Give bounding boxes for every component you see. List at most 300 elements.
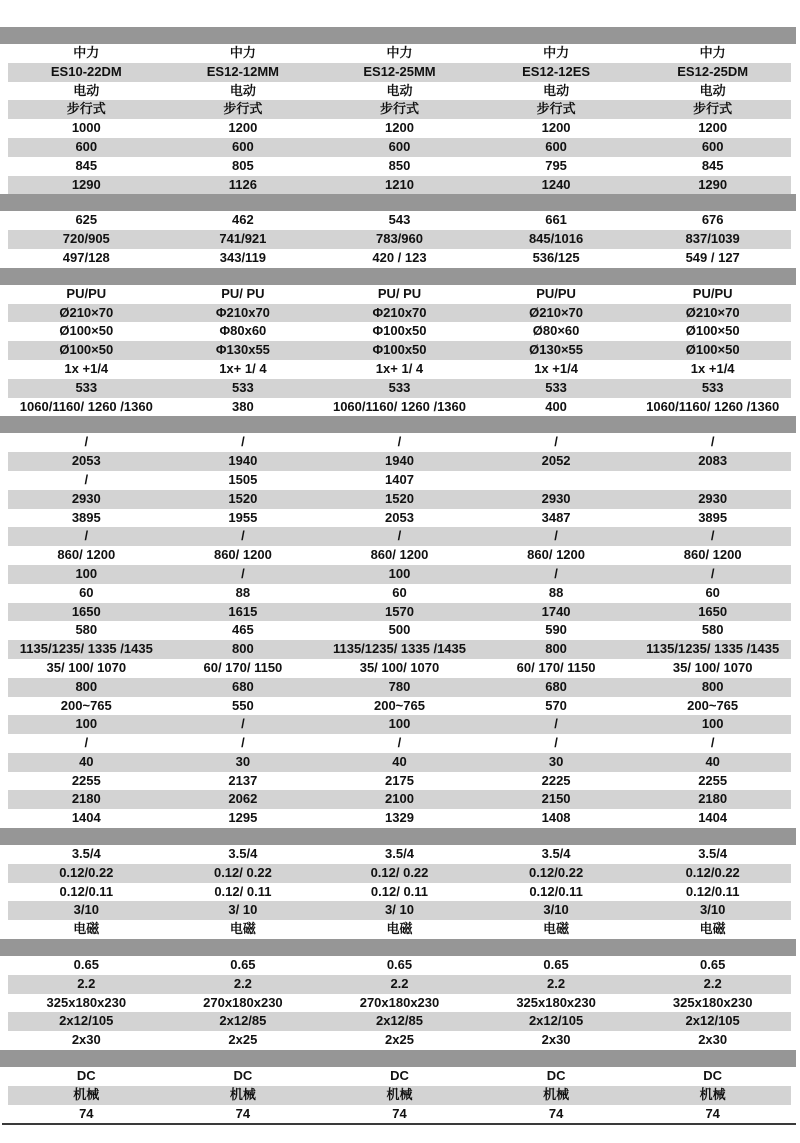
table-cell: 0.65 <box>230 957 256 973</box>
table-cell: 800 <box>701 678 724 694</box>
top-margin <box>0 0 800 27</box>
table-cell: 800 <box>545 641 567 657</box>
table-cell: 676 <box>701 212 724 228</box>
table-cell: / <box>241 565 245 581</box>
table-row <box>8 956 791 975</box>
table-cell: 1x +1/4 <box>690 360 735 376</box>
table-row <box>8 1067 791 1086</box>
table-cell: Ø100×50 <box>685 323 740 339</box>
table-cell: DC <box>546 1068 566 1084</box>
table-cell: 电磁 <box>229 921 256 937</box>
table-cell: 380 <box>232 398 254 414</box>
table-cell: 2.2 <box>233 975 252 991</box>
table-row <box>8 975 791 994</box>
table-cell: 1505 <box>228 471 258 487</box>
table-row <box>8 138 791 157</box>
table-cell: 中力 <box>73 45 100 60</box>
table-cell: 1940 <box>385 453 414 469</box>
table-cell: 电磁 <box>699 921 726 937</box>
table-cell: 860/ 1200 <box>527 547 585 563</box>
table-cell: 电动 <box>386 82 413 98</box>
table-cell: 1x+ 1/ 4 <box>375 360 424 376</box>
table-row <box>8 1086 791 1105</box>
table-row <box>8 452 791 471</box>
table-cell: 2053 <box>71 453 101 469</box>
table-cell: / <box>710 434 715 450</box>
table-cell: PU/ PU <box>221 285 265 301</box>
table-cell: 845/1016 <box>528 231 584 247</box>
table-cell: 3.5/4 <box>71 846 101 862</box>
table-cell: PU/ PU <box>377 285 422 301</box>
table-cell: 1404 <box>698 810 728 826</box>
table-cell: / <box>710 528 715 544</box>
table-row <box>8 697 791 716</box>
table-cell: 0.12/0.22 <box>528 864 584 880</box>
table-cell: 680 <box>545 678 567 694</box>
table-cell: 1135/1235/ 1335 /1435 <box>646 641 780 657</box>
table-row <box>8 753 791 772</box>
table-cell: Ø100×50 <box>59 323 114 339</box>
table-cell: 600 <box>388 138 411 154</box>
table-cell: 30 <box>235 753 251 769</box>
table-cell: 3895 <box>698 509 728 525</box>
table-cell: 2.2 <box>703 975 722 991</box>
table-cell: 中力 <box>543 45 570 60</box>
table-cell: 1135/1235/ 1335 /1435 <box>19 641 153 657</box>
table-cell: 0.65 <box>386 957 413 973</box>
table-cell: 1650 <box>698 603 728 619</box>
table-cell: 1520 <box>385 490 414 506</box>
table-cell: 500 <box>388 622 411 638</box>
table-cell: 1135/1235/ 1335 /1435 <box>332 641 466 657</box>
table-cell: 74 <box>705 1105 720 1121</box>
table-row <box>8 621 791 640</box>
table-cell: 200~765 <box>373 697 425 713</box>
table-cell: 电动 <box>229 82 256 98</box>
table-cell: ES12-12ES <box>522 63 591 79</box>
table-cell: / <box>241 735 245 751</box>
table-cell: 中力 <box>386 45 413 60</box>
table-cell: 60/ 170/ 1150 <box>203 659 283 675</box>
table-cell: 60 <box>79 584 94 600</box>
table-cell: 2150 <box>541 791 571 807</box>
table-cell: 1615 <box>228 603 258 619</box>
table-cell: Ø130×55 <box>529 342 583 358</box>
table-row <box>8 603 791 622</box>
table-cell: 3.5/4 <box>541 846 571 862</box>
table-cell: 0.12/0.22 <box>59 864 114 880</box>
table-cell: 325x180x230 <box>516 994 596 1010</box>
table-cell: 100 <box>388 716 411 732</box>
table-cell: 325x180x230 <box>672 994 753 1010</box>
table-cell: 0.12/0.11 <box>59 883 114 899</box>
table-cell: 270x180x230 <box>359 994 440 1010</box>
table-cell: Φ100x50 <box>372 342 427 358</box>
table-cell: 3/ 10 <box>228 902 258 918</box>
table-cell: 533 <box>701 379 724 395</box>
table-cell: 步行式 <box>66 101 106 117</box>
table-cell: 1200 <box>385 120 414 136</box>
table-cell: 3/10 <box>73 902 99 918</box>
table-cell: PU/PU <box>692 285 733 301</box>
table-cell: DC <box>233 1068 253 1084</box>
table-cell: / <box>397 528 402 544</box>
table-cell: 40 <box>79 753 94 769</box>
table-cell: 1404 <box>71 810 101 826</box>
table-cell: 1408 <box>541 810 571 826</box>
table-cell: 0.12/ 0.11 <box>214 883 272 899</box>
table-cell: 325x180x230 <box>46 994 127 1010</box>
table-row <box>8 584 791 603</box>
table-cell: 600 <box>75 138 98 154</box>
table-cell: 2.2 <box>77 975 96 991</box>
table-cell: 100 <box>75 716 98 732</box>
table-cell: 1126 <box>228 176 257 192</box>
table-cell: 2x12/85 <box>219 1013 267 1029</box>
table-cell: 0.12/0.11 <box>685 883 740 899</box>
table-cell: 88 <box>235 584 251 600</box>
section-divider-band <box>0 828 796 845</box>
spec-table <box>0 27 800 1123</box>
table-cell: 860/ 1200 <box>683 547 742 563</box>
table-cell: 2x12/105 <box>685 1013 740 1029</box>
table-cell: / <box>241 434 245 450</box>
table-cell: / <box>397 735 402 751</box>
table-cell: / <box>241 716 245 732</box>
table-cell: / <box>554 528 558 544</box>
table-cell: 机械 <box>699 1086 726 1102</box>
table-cell: 850 <box>388 157 411 173</box>
section-divider-band <box>0 194 796 211</box>
table-cell: 步行式 <box>379 101 419 117</box>
table-cell: 35/ 100/ 1070 <box>672 659 753 675</box>
table-cell: / <box>554 735 558 751</box>
table-cell: 3.5/4 <box>385 846 414 862</box>
table-cell: 795 <box>545 157 567 173</box>
table-cell: Ø210×70 <box>59 304 114 320</box>
table-cell: 2180 <box>71 791 101 807</box>
table-row <box>8 304 791 323</box>
table-cell: Φ130x55 <box>215 342 270 358</box>
table-cell: 1060/1160/ 1260 /1360 <box>332 398 466 414</box>
table-row <box>8 322 791 341</box>
table-cell: 0.65 <box>700 957 726 973</box>
table-cell: 580 <box>701 622 724 638</box>
table-cell: 600 <box>701 138 724 154</box>
table-cell: 1200 <box>698 120 728 136</box>
table-row <box>8 509 791 528</box>
table-row <box>8 398 791 417</box>
table-cell: 2062 <box>228 791 258 807</box>
table-cell: 2100 <box>385 791 414 807</box>
table-cell: / <box>710 735 715 751</box>
table-cell: 35/ 100/ 1070 <box>359 659 440 675</box>
table-cell: 860/ 1200 <box>57 547 116 563</box>
table-cell: 1060/1160/ 1260 /1360 <box>19 398 153 414</box>
table-cell: 电动 <box>73 82 100 98</box>
table-cell: 机械 <box>73 1086 100 1102</box>
table-cell: 845 <box>701 157 724 173</box>
table-row <box>8 790 791 809</box>
table-cell: ES12-25MM <box>363 63 436 79</box>
table-cell: 中力 <box>699 45 726 60</box>
table-cell: 0.12/0.22 <box>685 864 740 880</box>
table-cell: 800 <box>75 678 98 694</box>
table-row <box>8 176 791 195</box>
table-cell: 780 <box>388 678 411 694</box>
table-cell: ES12-25DM <box>677 63 749 79</box>
table-cell: 720/905 <box>62 231 110 247</box>
table-cell: 88 <box>548 584 564 600</box>
table-cell: 0.12/0.11 <box>529 883 583 899</box>
table-cell: 60 <box>705 584 720 600</box>
table-cell: 860/ 1200 <box>370 547 429 563</box>
table-cell: 1740 <box>541 603 571 619</box>
table-row <box>8 471 791 490</box>
table-row <box>8 715 791 734</box>
table-cell: 1x +1/4 <box>534 360 578 376</box>
section-divider-band <box>0 27 796 44</box>
table-cell: 40 <box>392 753 407 769</box>
table-cell: Ø100×50 <box>685 342 740 358</box>
table-cell: 0.12/ 0.22 <box>213 864 272 880</box>
table-cell: / <box>84 735 89 751</box>
table-cell: 中力 <box>229 45 256 60</box>
table-cell: 2180 <box>698 791 728 807</box>
table-cell: 74 <box>79 1105 94 1121</box>
table-cell: 60 <box>392 584 407 600</box>
table-cell: / <box>397 434 402 450</box>
table-cell: 533 <box>75 379 98 395</box>
table-cell: 1407 <box>385 471 414 487</box>
table-cell: / <box>710 565 715 581</box>
table-row <box>8 119 791 138</box>
table-cell: 2.2 <box>547 975 566 991</box>
table-cell: 549 / 127 <box>685 249 740 265</box>
table-cell: DC <box>390 1068 409 1084</box>
table-cell: Φ210x70 <box>215 304 270 320</box>
table-cell: Φ210x70 <box>372 304 427 320</box>
table-cell: 2x25 <box>385 1032 414 1048</box>
table-row <box>8 678 791 697</box>
table-cell: 550 <box>232 697 254 713</box>
table-row <box>8 230 791 249</box>
table-cell: 电磁 <box>73 921 100 937</box>
table-cell: 1200 <box>541 120 571 136</box>
table-cell: ES12-12MM <box>206 63 280 79</box>
table-cell: 570 <box>545 697 567 713</box>
table-row <box>8 100 791 119</box>
table-cell: 2053 <box>385 509 414 525</box>
table-cell: 机械 <box>543 1086 570 1102</box>
table-cell: Ø210×70 <box>685 304 740 320</box>
table-cell: DC <box>703 1068 723 1084</box>
table-cell: / <box>554 434 558 450</box>
table-cell: 1329 <box>385 810 414 826</box>
table-cell: DC <box>76 1068 96 1084</box>
table-row <box>8 640 791 659</box>
table-cell: 400 <box>545 398 567 414</box>
table-cell: 机械 <box>386 1086 413 1102</box>
table-cell: 步行式 <box>223 101 263 117</box>
table-cell: 电磁 <box>386 921 413 937</box>
table-cell: 625 <box>75 212 98 228</box>
table-cell: 462 <box>232 212 254 228</box>
table-cell: 1x+ 1/ 4 <box>219 360 267 376</box>
table-row <box>8 845 791 864</box>
table-row <box>8 433 791 452</box>
table-cell: ES10-22DM <box>50 63 122 79</box>
table-cell: 2x25 <box>228 1032 258 1048</box>
table-cell: 3/ 10 <box>385 902 414 918</box>
table-cell: 1290 <box>71 176 101 192</box>
table-cell: 1240 <box>541 176 571 192</box>
table-cell: 1295 <box>228 810 258 826</box>
table-cell: 2930 <box>71 490 101 506</box>
table-cell: 40 <box>705 753 720 769</box>
table-cell: 536/125 <box>532 249 580 265</box>
table-cell: 543 <box>388 212 411 228</box>
table-cell: 35/ 100/ 1070 <box>46 659 127 675</box>
table-cell: 74 <box>392 1105 407 1121</box>
table-cell: 2x12/85 <box>375 1013 423 1029</box>
table-cell: 2x30 <box>71 1032 101 1048</box>
table-cell: 电磁 <box>543 921 570 937</box>
table-cell: 805 <box>232 157 254 173</box>
table-cell: Φ80x60 <box>219 323 267 339</box>
table-row <box>8 211 791 230</box>
table-row <box>8 565 791 584</box>
table-cell: 497/128 <box>62 249 110 265</box>
table-cell: / <box>241 528 245 544</box>
table-cell: 1060/1160/ 1260 /1360 <box>646 398 780 414</box>
table-cell: 步行式 <box>536 101 576 117</box>
table-cell: 1000 <box>71 120 101 136</box>
table-cell: 0.65 <box>73 957 99 973</box>
table-cell: 2255 <box>71 772 101 788</box>
table-cell: 3895 <box>71 509 101 525</box>
table-cell: 0.12/ 0.11 <box>370 883 429 899</box>
table-cell: 2137 <box>228 772 258 788</box>
table-cell: 200~765 <box>687 697 739 713</box>
table-row <box>8 490 791 509</box>
table-cell: 845 <box>75 157 98 173</box>
table-row <box>8 63 791 82</box>
table-row <box>8 546 791 565</box>
table-cell: 机械 <box>229 1086 256 1102</box>
table-cell: / <box>84 528 89 544</box>
table-row <box>8 1031 791 1050</box>
table-row <box>8 1105 791 1124</box>
table-cell: 1x +1/4 <box>64 360 109 376</box>
table-cell: 533 <box>545 379 567 395</box>
table-cell: 100 <box>75 565 98 581</box>
table-row <box>8 249 791 268</box>
section-divider-band <box>0 268 796 285</box>
table-cell: 60/ 170/ 1150 <box>516 659 596 675</box>
table-cell: 2052 <box>541 453 571 469</box>
table-cell: 2255 <box>698 772 728 788</box>
table-cell: 533 <box>388 379 411 395</box>
table-cell: / <box>84 434 89 450</box>
table-cell: 100 <box>701 716 724 732</box>
table-row <box>8 360 791 379</box>
table-row <box>8 920 791 939</box>
table-cell: 533 <box>232 379 254 395</box>
table-cell: 电动 <box>699 82 726 98</box>
table-cell: 580 <box>75 622 98 638</box>
table-cell: 步行式 <box>693 101 733 117</box>
table-cell: 1940 <box>228 453 258 469</box>
table-cell: 30 <box>548 753 564 769</box>
table-cell: / <box>554 565 558 581</box>
table-cell: 1290 <box>698 176 728 192</box>
table-row <box>8 734 791 753</box>
table-row <box>8 864 791 883</box>
table-cell: 0.12/ 0.22 <box>370 864 429 880</box>
table-cell: 电动 <box>543 82 570 98</box>
table-row <box>8 901 791 920</box>
table-row <box>8 659 791 678</box>
table-cell: 860/ 1200 <box>213 547 272 563</box>
table-cell: Ø210×70 <box>529 304 583 320</box>
table-row <box>8 157 791 176</box>
table-row <box>8 341 791 360</box>
table-cell: PU/PU <box>536 285 576 301</box>
table-row <box>8 285 791 304</box>
table-row <box>8 994 791 1013</box>
section-divider-band <box>0 1050 796 1067</box>
table-cell: 1650 <box>71 603 101 619</box>
table-cell: 2930 <box>698 490 728 506</box>
table-cell: 600 <box>232 138 254 154</box>
table-cell: 100 <box>388 565 411 581</box>
table-cell: 2x12/105 <box>528 1013 584 1029</box>
table-row <box>8 883 791 902</box>
table-cell: Ø100×50 <box>59 342 114 358</box>
table-row <box>8 379 791 398</box>
table-cell: 783/960 <box>375 231 423 247</box>
table-cell: 2x12/105 <box>59 1013 114 1029</box>
table-cell: 1200 <box>228 120 258 136</box>
table-cell: Ø80×60 <box>532 323 580 339</box>
table-cell: 590 <box>545 622 567 638</box>
section-divider-band <box>0 416 796 433</box>
table-cell: 661 <box>545 212 567 228</box>
table-cell: / <box>84 471 89 487</box>
table-cell: 1955 <box>228 509 258 525</box>
bottom-rule <box>2 1123 796 1125</box>
table-cell: 1520 <box>228 490 258 506</box>
table-cell: 3.5/4 <box>698 846 728 862</box>
table-cell: 837/1039 <box>685 231 740 247</box>
table-cell: 1570 <box>385 603 414 619</box>
table-cell: 2x30 <box>541 1032 571 1048</box>
table-cell: 3/10 <box>700 902 726 918</box>
table-cell: PU/PU <box>66 285 107 301</box>
table-cell: 2930 <box>541 490 571 506</box>
table-row <box>8 527 791 546</box>
table-cell: 74 <box>548 1105 564 1121</box>
table-cell: 3.5/4 <box>228 846 258 862</box>
table-cell: 465 <box>232 622 254 638</box>
table-cell: 200~765 <box>60 697 112 713</box>
table-cell: 0.65 <box>543 957 569 973</box>
table-cell: 270x180x230 <box>203 994 283 1010</box>
table-cell: Φ100x50 <box>372 323 427 339</box>
table-cell: / <box>554 716 558 732</box>
table-cell: 800 <box>232 641 254 657</box>
